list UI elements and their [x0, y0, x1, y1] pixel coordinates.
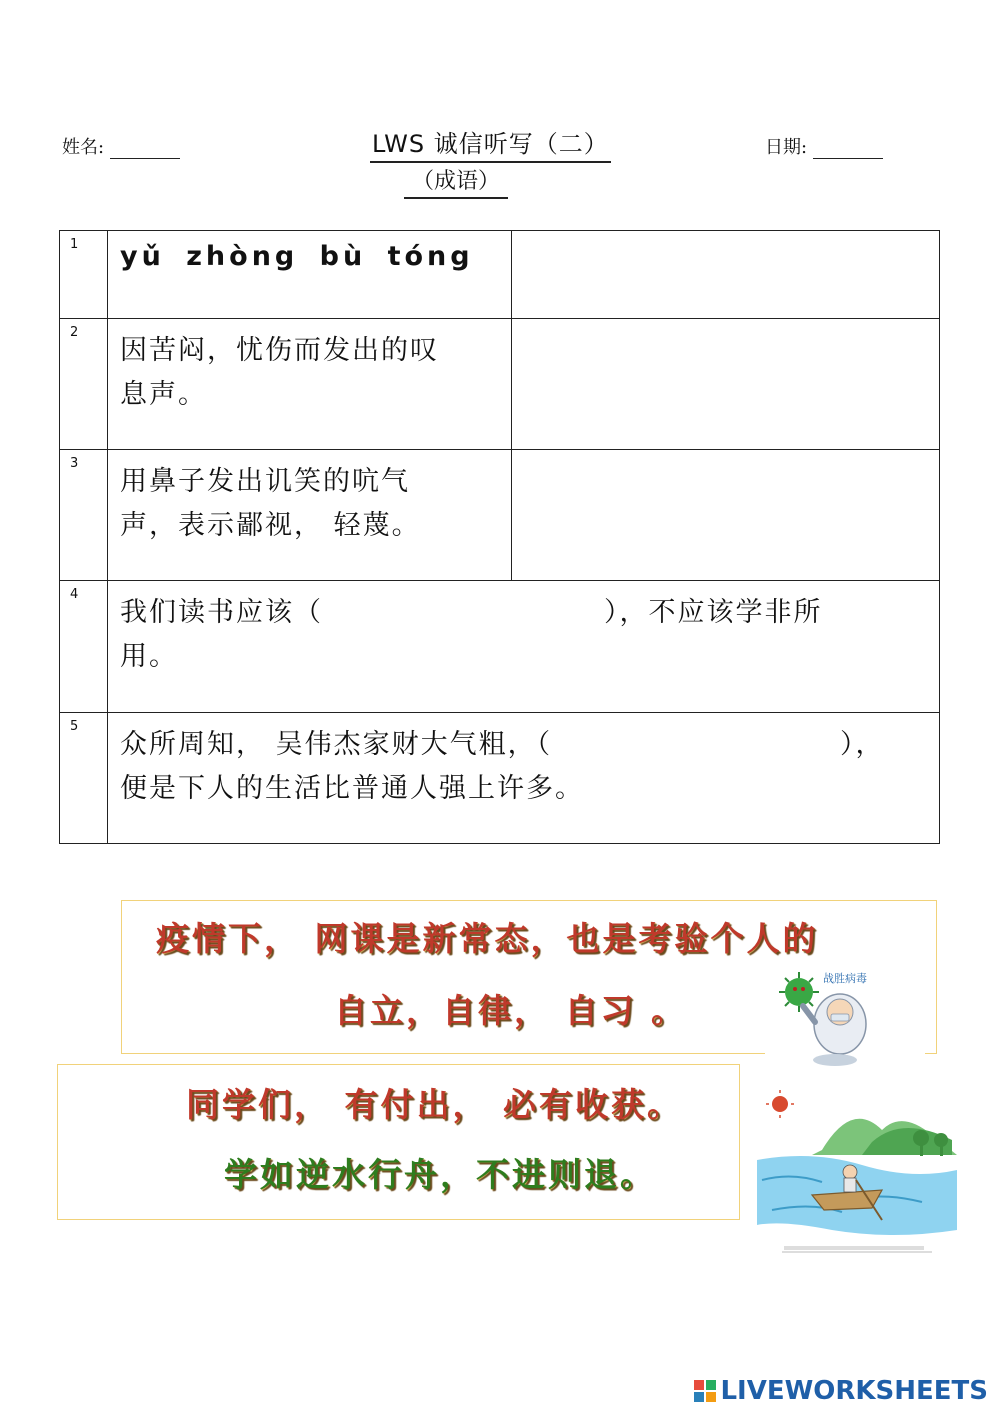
row-number: 3 [70, 456, 79, 471]
name-label: 姓名: [62, 137, 105, 158]
question-line: 用。 [120, 641, 178, 672]
row-number-cell [60, 713, 108, 843]
table-row [59, 318, 940, 450]
page-subtitle: （成语） [404, 164, 508, 199]
motivation-banner-2 [57, 1064, 740, 1220]
liveworksheets-badge-icon [694, 1380, 716, 1402]
question-line: 因苦闷，忧伤而发出的叹 [120, 335, 439, 366]
table-row [59, 449, 940, 581]
row-number: 2 [70, 325, 79, 340]
table-row [59, 712, 940, 844]
question-text [120, 460, 421, 548]
question-part: ）， [840, 729, 885, 760]
question-part: 我们读书应该（ [120, 597, 323, 628]
date-label: 日期: [765, 137, 808, 158]
poster-caption: 战胜病毒 [823, 972, 867, 985]
answer-cell[interactable] [511, 231, 512, 318]
answer-cell[interactable] [511, 319, 512, 449]
boat-river-icon [752, 1080, 967, 1270]
banner-line: 自立，自律， 自习 。 [334, 991, 687, 1030]
name-blank[interactable] [110, 137, 180, 159]
table-row [59, 230, 940, 319]
question-part: 众所周知， 吴伟杰家财大气粗，（ [120, 729, 553, 760]
banner-line: 同学们， 有付出， 必有收获。 [186, 1085, 683, 1124]
banner-line: 疫情下， 网课是新常态，也是考验个人的 [156, 919, 819, 958]
question-part: ），不应该学非所 [604, 597, 823, 628]
answer-blank[interactable] [342, 591, 542, 631]
row-number: 4 [70, 587, 79, 602]
banner-line: 学如逆水行舟，不进则退。 [224, 1155, 656, 1194]
dictation-table [59, 230, 940, 844]
row-number-cell [60, 450, 108, 580]
liveworksheets-logo[interactable] [694, 1376, 988, 1406]
row-number-cell [60, 319, 108, 449]
page-title: LWS 诚信听写（二） [370, 124, 611, 163]
question-text: yǔ zhòng bù tóng [120, 241, 474, 272]
row-number: 5 [70, 719, 79, 734]
question-line: 便是下人的生活比普通人强上许多。 [120, 773, 584, 804]
date-blank[interactable] [813, 137, 883, 159]
name-label-area [62, 133, 180, 159]
row-number-cell [60, 231, 108, 318]
boat-landscape-image [752, 1080, 967, 1270]
row-number: 1 [70, 237, 79, 252]
row-number-cell [60, 581, 108, 712]
question-line: 用鼻子发出讥笑的吭气 [120, 466, 410, 497]
date-label-area [765, 133, 883, 159]
answer-cell[interactable] [511, 450, 512, 580]
question-line: 声，表示鄙视， 轻蔑。 [120, 510, 421, 541]
brand-text: LIVEWORKSHEETS [720, 1376, 988, 1406]
question-line: 息声。 [120, 379, 207, 410]
answer-blank[interactable] [640, 723, 830, 763]
question-text [120, 329, 439, 417]
table-row [59, 580, 940, 713]
virus-poster-image [765, 962, 925, 1070]
